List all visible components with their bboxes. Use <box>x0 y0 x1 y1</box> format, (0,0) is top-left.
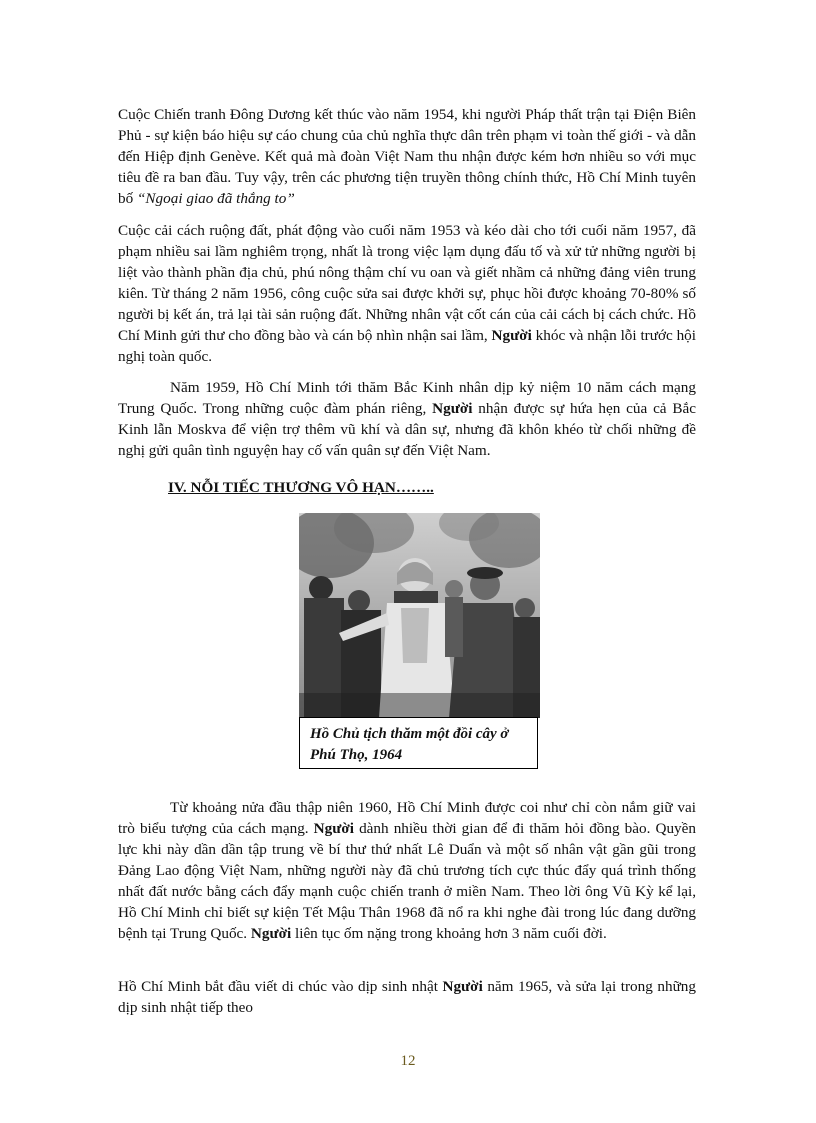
photo-caption: Hồ Chủ tịch thăm một đồi cây ở Phú Thọ, 1964 <box>310 726 509 763</box>
bold-word: Người <box>432 400 473 417</box>
paragraph-land-reform <box>118 220 696 367</box>
paragraph-symbolic-role <box>118 797 696 944</box>
paragraph-text: dành nhiều thời gian để đi thăm hỏi đồng bào. Quyền lực khi này dần dần tập trung về bí thư thứ nhất Lê Duẩn và một số nhân vật gần gũi trong Đảng Lao động Việt Nam, những người này đã chủ trương tích cực thúc đẩy quá trình thống nhất đất nước bằng cách đẩy mạnh cuộc chiến tranh ở miền Nam. Theo lời ông Vũ Kỳ kể lại, Hồ Chí Minh chỉ biết sự kiện Tết Mậu Thân 1968 đã nổ ra khi nghe đài trong lúc đang dưỡng bệnh tại Trung Quốc. <box>118 820 696 942</box>
paragraph-text: Năm 1959, Hồ Chí Minh tới thăm Bắc Kinh nhân dịp kỷ niệm 10 năm cách mạng Trung Quốc. Trong những cuộc đàm phán riêng, <box>118 379 696 417</box>
bold-word: Người <box>313 820 354 837</box>
paragraph-text: nhận được sự hứa hẹn của cả Bắc Kinh lẫn Moskva để viện trợ thêm vũ khí và dân sự, nhưng đã khôn khéo từ chối những đề nghị gửi quân tình nguyện hay cố vấn quân sự đến Việt Nam. <box>118 400 696 459</box>
historical-photo <box>299 513 540 718</box>
quote-diplomacy: “Ngoại giao đã thắng to” <box>136 190 295 207</box>
paragraph-beijing-visit <box>118 377 696 461</box>
section-heading: IV. NỖI TIẾC THƯƠNG VÔ HẠN…….. <box>168 479 434 496</box>
paragraph-text: khóc và nhận lỗi trước hội nghị toàn quốc. <box>118 327 696 365</box>
paragraph-testament <box>118 976 696 1018</box>
bold-word: Người <box>442 978 483 995</box>
bold-word: Người <box>250 925 292 942</box>
paragraph-geneva <box>118 104 696 209</box>
paragraph-text: Cuộc cải cách ruộng đất, phát động vào cuối năm 1953 và kéo dài cho tới cuối năm 1957, đã phạm nhiều sai lầm nghiêm trọng, nhất là trong việc lạm dụng đấu tố và xử tử những người bị liệt vào thành phần địa chủ, phú nông thậm chí vu oan và giết nhầm cả những đảng viên trung kiên. Từ tháng 2 năm 1956, công cuộc sửa sai được khởi sự, phục hồi được khoảng 70-80% số người bị kết án, trả lại tài sản ruộng đất. Những nhân vật cốt cán của cải cách bị cách chức. Hồ Chí Minh gửi thư cho đồng bào và cán bộ nhìn nhận sai lầm, <box>118 222 696 344</box>
paragraph-text: liên tục ốm nặng trong khoảng hơn 3 năm cuối đời. <box>291 925 607 942</box>
paragraph-text: Hồ Chí Minh bắt đầu viết di chúc vào dịp sinh nhật <box>118 978 443 995</box>
paragraph-text: năm 1965, và sửa lại trong những dịp sinh nhật tiếp theo <box>118 978 696 1016</box>
photo-figure <box>299 513 540 769</box>
paragraph-text: Từ khoảng nửa đầu thập niên 1960, Hồ Chí Minh được coi như chỉ còn nắm giữ vai trò biểu tượng của cách mạng. <box>118 799 696 837</box>
bold-word: Người <box>491 327 532 344</box>
caption-box <box>299 717 538 769</box>
paragraph-text: Cuộc Chiến tranh Đông Dương kết thúc vào năm 1954, khi người Pháp thất trận tại Điện Biên Phủ - sự kiện báo hiệu sự cáo chung của chủ nghĩa thực dân trên phạm vi toàn thế giới - và dẫn đến Hiệp định Genève. Kết quả mà đoàn Việt Nam thu nhận được kém hơn nhiều so với mục tiêu đề ra ban đầu. Tuy vậy, trên các phương tiện truyền thông chính thức, Hồ Chí Minh tuyên bố <box>118 106 696 207</box>
page-number: 12 <box>400 1053 416 1069</box>
